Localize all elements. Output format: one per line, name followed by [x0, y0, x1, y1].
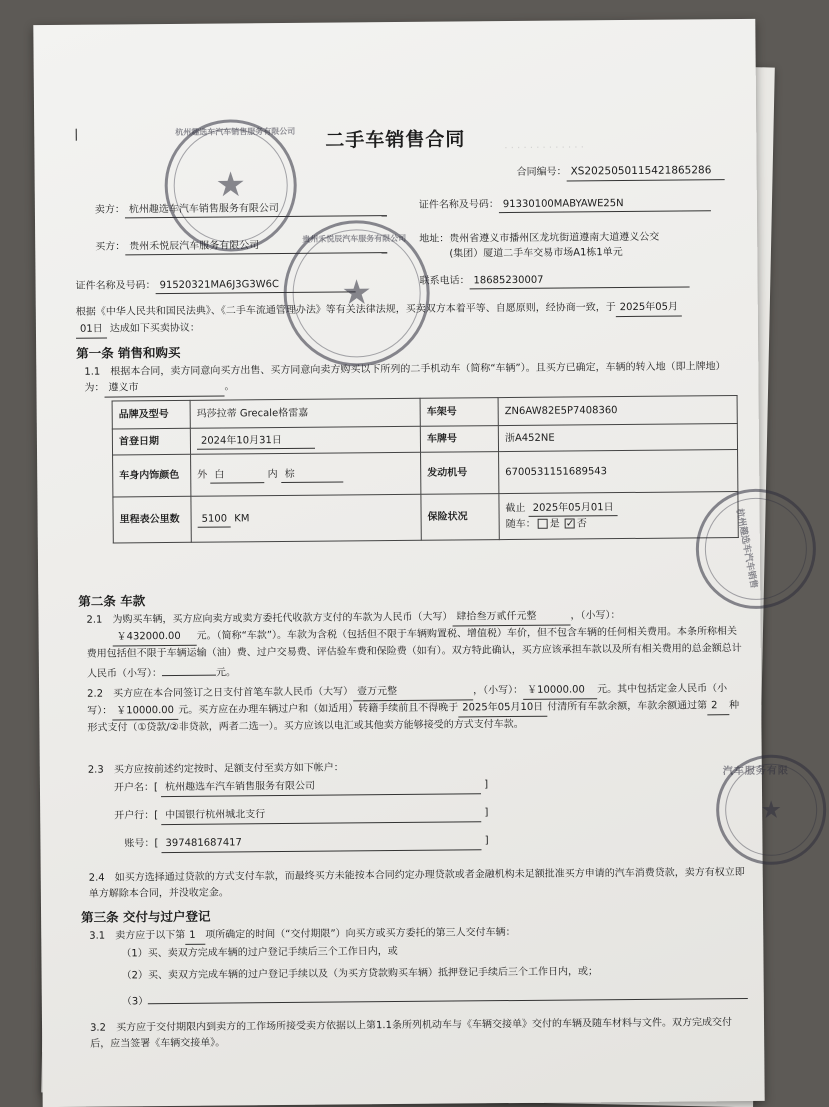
seal-text: 贵州禾悦辰汽车服务有限公司: [302, 233, 407, 244]
star-icon: ★: [341, 272, 373, 313]
article-1-title: 第一条 销售和购买: [76, 344, 181, 361]
exterior-color: 白: [210, 467, 264, 483]
paragraph-text: 为购买车辆，买方应向卖方或卖方委托代收款方支付的车款为人民币（大写）: [112, 611, 453, 626]
paragraph-text: 付清所有车款余额，车款余额通过第: [547, 700, 708, 713]
paragraph-text: 元。其中包括定金人民币（小写）：: [87, 683, 728, 717]
table-row: [113, 492, 738, 543]
mileage-cell: [191, 494, 421, 542]
article-3-title: 第三条 交付与过户登记: [81, 908, 211, 925]
page-title: 二手车销售合同: [325, 128, 466, 152]
delivery-option-3: （3）: [121, 996, 149, 1008]
paragraph-text: ，（小写）：: [473, 684, 524, 697]
delivery-option-1: （1）买、卖双方完成车辆的过户登记手续后三个工作日内，或: [121, 946, 398, 960]
color-label: 车身内饰颜色: [113, 454, 191, 497]
paragraph-2-3: [88, 757, 744, 779]
article-2-title: 第二条 车款: [78, 593, 146, 609]
plate-value: 浙A452NE: [498, 424, 737, 452]
paragraph-text: 元。买方应在办理车辆过户和（如适用）转籍手续前且不得晚于: [178, 702, 459, 716]
cert-row: [419, 195, 711, 214]
engine-value: 6700531151689543: [499, 450, 738, 494]
insurance-date: 2025年05月01日: [529, 500, 618, 517]
reg-date-cell: [190, 426, 420, 454]
price-in-figures: ￥432000.00: [113, 629, 197, 647]
deposit-amount: ￥10000.00: [112, 703, 178, 721]
account-number-row: 账号：[ 397481687417 ]: [124, 833, 488, 853]
phone-value: 18685230007: [469, 271, 689, 289]
paragraph-text: 买方应于交付期限内到卖方的工作场所接受卖方依据以上第1.1条所列机动车与《车辆交接单》交付的车辆及随车材料与文件。双方完成交付后，应当签署《车辆交接单》。: [90, 1017, 732, 1050]
star-icon: ★: [760, 795, 783, 824]
engine-label: 发动机号: [421, 452, 499, 495]
balance-due-date: 2025年05月10日: [458, 700, 547, 718]
paragraph-text: ，（小写）：: [570, 610, 621, 622]
paragraph-number: 2.2: [87, 688, 104, 700]
paragraph-number: 2.4: [88, 872, 105, 884]
paragraph-number: 3.1: [89, 930, 106, 942]
bank-value: 中国银行杭州城北支行: [161, 805, 481, 825]
paragraph-2-2: [87, 681, 743, 737]
reg-date-value: 2024年10月31日: [197, 432, 315, 449]
brand-value: 玛莎拉蒂 Grecale格雷嘉: [190, 398, 420, 428]
account-name-row: 开户名：[ 杭州趣选车汽车销售服务有限公司 ]: [114, 777, 488, 797]
paragraph-text: 卖方应于以下第: [115, 929, 186, 942]
paragraph-text: 项所确定的时间（“交付期限”）向买方或买方委托的第三人交付车辆：: [205, 926, 516, 941]
paragraph-2-1: [86, 607, 743, 683]
contract-number-value: XS2025050115421865286: [567, 163, 725, 181]
paragraph-number: 2.1: [86, 614, 103, 626]
buyer-label: 买方：: [95, 241, 126, 253]
no-label: 否: [576, 518, 587, 530]
delivery-option: 1: [185, 928, 205, 945]
seller-label: 卖方：: [94, 204, 125, 216]
paragraph-text: 根据本合同，卖方同意向买方出售、买方同意向卖方购买以下所列的二手机动车（简称“车辆”）。且买方已确定，车辆的转入地（即上牌地）为：: [84, 361, 726, 394]
paragraph-number: 1.1: [84, 366, 101, 378]
yes-label: 是: [549, 518, 560, 530]
seller-edge-seal: [695, 488, 816, 609]
table-row: [113, 450, 738, 497]
plate-label: 车牌号: [420, 426, 498, 453]
destination-city: 遵义市: [104, 380, 224, 398]
total-amount-blank: [162, 662, 216, 676]
paragraph-number: 3.2: [89, 1022, 107, 1034]
bank-row: 开户行：[ 中国银行杭州城北支行 ]: [114, 805, 488, 825]
seal-text: 汽车服务有限: [722, 765, 789, 778]
mileage-value: 5100: [198, 511, 232, 527]
cert-label: 证件名称及号码：: [418, 199, 499, 211]
account-number-label: 账号：: [124, 838, 155, 850]
buyer-edge-seal: [716, 754, 827, 865]
price-in-words: 肆拾叁万贰仟元整: [452, 609, 570, 627]
delivery-option-3-blank: [148, 985, 748, 1004]
color-cell: [191, 452, 421, 496]
payment-option: 2: [707, 698, 729, 715]
intro-date-year: 2025年05月: [616, 300, 682, 318]
delivery-option-3-row: [122, 985, 749, 1010]
seal-text: 杭州趣选车汽车销售服务有限公司: [175, 126, 296, 137]
seller-company-seal: [164, 119, 297, 252]
brand-label: 品牌及型号: [112, 400, 190, 429]
account-name-label: 开户名：: [113, 782, 154, 794]
reg-date-label: 首登日期: [112, 428, 190, 455]
star-icon: ★: [215, 164, 247, 206]
down-payment-in-words: 壹万元整: [353, 683, 473, 701]
seller-value: 杭州趣选车汽车销售服务有限公司: [125, 200, 387, 218]
intro-text-end: 达成如下买卖协议：: [109, 322, 200, 335]
interior-label: 内: [267, 468, 278, 480]
address-label: 地址：: [419, 233, 450, 245]
paragraph-text: 种形式支付（①贷款/②非贷款，两者二选一）。买方应该以电汇或其他卖方能够接受的方式支付车款。: [87, 700, 740, 734]
contract-number-label: 合同编号：: [516, 166, 567, 178]
paragraph-text: 元。: [215, 667, 237, 679]
paragraph-end: 。: [224, 381, 235, 393]
account-name-value: 杭州趣选车汽车销售服务有限公司: [161, 777, 481, 797]
with-car-label: 随车：: [505, 518, 536, 531]
intro-date-day: 01日: [76, 322, 107, 339]
paragraph-text: 如买方选择通过贷款的方式支付车款，而最终买方未能按本合同约定办理贷款或者金融机构未足额批准买方申请的汽车消费贷款，卖方有权立即单方解除本合同，并没收定金。: [88, 866, 745, 900]
mileage-label: 里程表公里数: [113, 496, 191, 543]
address-line2: (集团）厦道二手车交易市场A1栋1单元: [449, 247, 623, 260]
checkbox-no[interactable]: [565, 518, 575, 528]
page-mark: |: [74, 126, 79, 141]
buyer-value: 贵州禾悦辰汽车服务有限公司: [125, 237, 387, 255]
address-row: [419, 229, 739, 262]
vin-label: 车架号: [420, 398, 498, 427]
account-number-value: 397481687417: [161, 833, 481, 853]
address-line1: 贵州省遵义市播州区龙坑街道遵南大道遵义公交: [449, 231, 660, 245]
paragraph-number: 2.3: [87, 764, 104, 776]
buyer-company-seal: [283, 220, 430, 367]
paragraph-2-4: [89, 865, 745, 903]
down-payment-in-figures: ￥10000.00: [523, 682, 597, 700]
vin-value: ZN6AW82E5P7408360: [498, 396, 737, 426]
insurance-prefix: 截止: [505, 502, 526, 515]
paragraph-text: 元。（简称“车款”）。车款为含税（包括但不限于车辆购置税、增值税）车价，但不包含车辆的任何相关费用。本条所称相关费用包括但不限于车辆运输（油）费、过户交易费、评估验车费和保险费（如有）。双方特此确认，买方应该承担车款以及所有相关费用的总金额总计人民币（小写）：: [86, 626, 742, 680]
insurance-label: 保险状况: [421, 494, 499, 541]
cert-value: 91330100MABYAWE25N: [499, 195, 711, 213]
buyer-cert-value: 91520321MA6J3G3W6C: [156, 276, 356, 294]
intro-text: 根据《中华人民共和国民法典》、《二手车流通管理办法》等有关法律法规，买卖双方本着平等、自愿原则，经协商一致，于: [75, 302, 616, 318]
delivery-option-2: （2）买、卖双方完成车辆的过户登记手续以及（为买方贷款购买车辆）抵押登记手续后三个工作日内，或；: [121, 966, 598, 982]
seal-text: 杭州趣选车汽车销售: [733, 507, 759, 590]
contract-number-row: [517, 163, 725, 182]
paragraph-text: 买方应按前述约定按时、足额支付至卖方如下帐户：: [113, 762, 344, 776]
bleed-through-text: · · · · · · · · · · · · ·: [504, 142, 584, 155]
checkbox-yes[interactable]: [538, 519, 548, 529]
phone-row: [419, 271, 689, 289]
phone-label: 联系电话：: [419, 275, 470, 287]
interior-color: 棕: [281, 466, 343, 483]
bank-label: 开户行：: [114, 810, 155, 822]
buyer-cert-label: 证件名称及号码：: [75, 280, 156, 292]
vehicle-info-table: [112, 395, 739, 543]
paragraph-3-2: [90, 1015, 746, 1053]
contract-page: [33, 19, 789, 1107]
exterior-label: 外: [197, 469, 208, 481]
mileage-unit: KM: [234, 512, 250, 524]
paragraph-1-1: [84, 359, 738, 398]
paragraph-text: 买方应在本合同签订之日支付首笔车款人民币（大写）: [113, 686, 354, 700]
